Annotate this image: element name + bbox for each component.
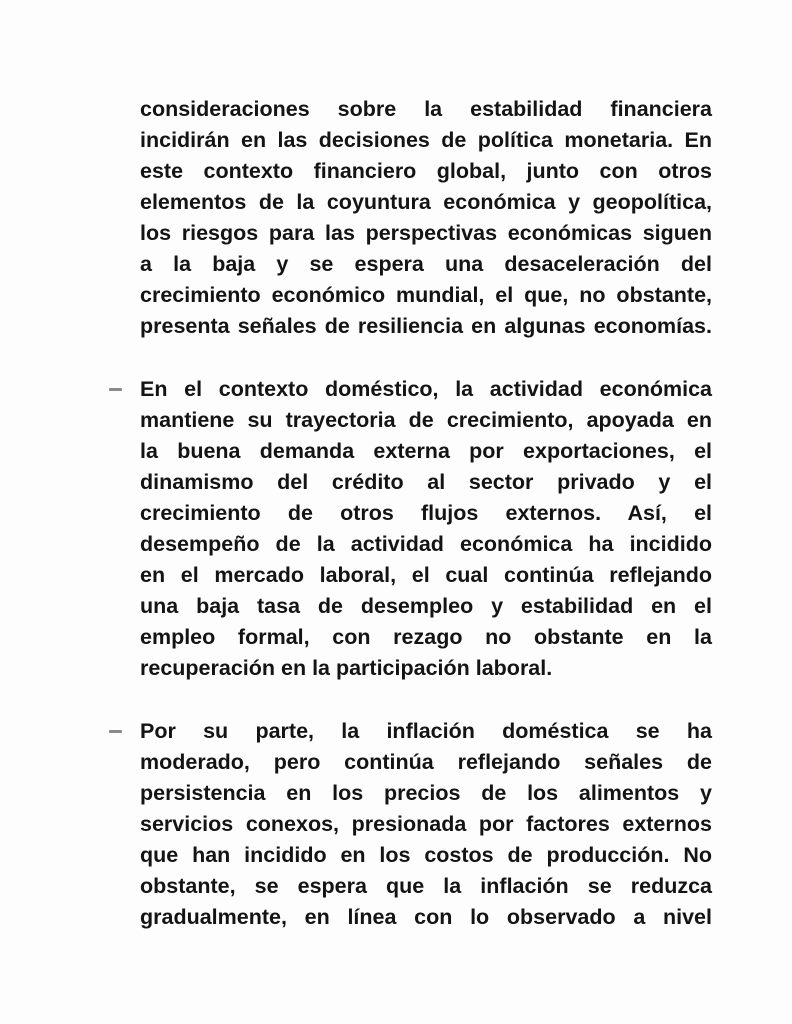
text-line: una baja tasa de desempleo y estabilidad en el xyxy=(140,594,712,618)
text-line: persistencia en los precios de los alimentos y xyxy=(140,781,712,805)
text-line: los riesgos para las perspectivas económicas siguen xyxy=(140,221,712,245)
text-line: consideraciones sobre la estabilidad financiera xyxy=(140,97,712,121)
text-line: dinamismo del crédito al sector privado y el xyxy=(140,470,712,494)
text-line: recuperación en la participación laboral. xyxy=(140,656,553,680)
text-line: elementos de la coyuntura económica y geopolítica, xyxy=(140,190,712,214)
text-line: que han incidido en los costos de producción. No xyxy=(140,843,712,867)
paragraph xyxy=(140,94,712,342)
bullet-dash-icon xyxy=(109,388,122,391)
bullet-dash-icon xyxy=(109,730,122,733)
paragraph xyxy=(140,374,712,684)
text-line: Por su parte, la inflación doméstica se ha xyxy=(140,719,712,743)
text-line: obstante, se espera que la inflación se reduzca xyxy=(140,874,712,898)
text-line: crecimiento de otros flujos externos. Así, el xyxy=(140,501,712,525)
text-line: la buena demanda externa por exportaciones, el xyxy=(140,439,712,463)
text-line: en el mercado laboral, el cual continúa reflejando xyxy=(140,563,712,587)
text-column xyxy=(140,94,712,933)
text-line: incidirán en las decisiones de política monetaria. En xyxy=(140,128,712,152)
text-line: empleo formal, con rezago no obstante en la xyxy=(140,625,712,649)
text-line: a la baja y se espera una desaceleración del xyxy=(140,252,712,276)
text-line: gradualmente, en línea con lo observado a nivel xyxy=(140,905,712,929)
text-line: mantiene su trayectoria de crecimiento, apoyada en xyxy=(140,408,712,432)
text-line: servicios conexos, presionada por factores externos xyxy=(140,812,712,836)
text-line: crecimiento económico mundial, el que, no obstante, xyxy=(140,283,712,307)
text-line: presenta señales de resiliencia en algunas economías. xyxy=(140,314,712,338)
text-line: desempeño de la actividad económica ha incidido xyxy=(140,532,712,556)
text-line: este contexto financiero global, junto con otros xyxy=(140,159,712,183)
text-line: En el contexto doméstico, la actividad económica xyxy=(140,377,712,401)
paragraph xyxy=(140,716,712,933)
text-line: moderado, pero continúa reflejando señales de xyxy=(140,750,712,774)
